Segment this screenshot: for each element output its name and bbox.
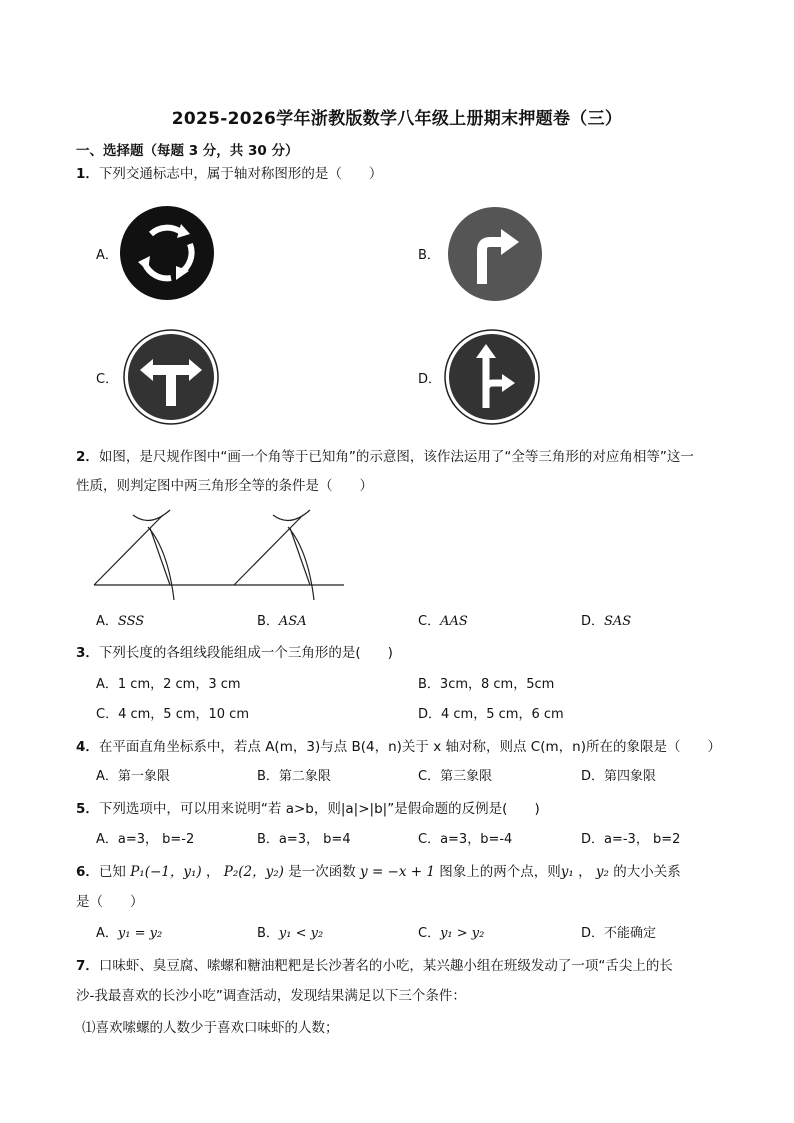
t-junction-sign-icon — [122, 328, 220, 426]
option-value: y₁ = y₂ — [117, 926, 163, 941]
point-p1: P₁(−1，y₁) — [130, 864, 202, 880]
option-value: ASA — [278, 614, 307, 629]
question-text-pre: 已知 — [98, 864, 126, 880]
option-value: SSS — [117, 614, 145, 629]
option-value: AAS — [440, 614, 468, 629]
question-text: 下列交通标志中，属于轴对称图形的是（ ） — [98, 166, 383, 182]
separator: ， — [578, 864, 592, 880]
option-value: y₁ < y₂ — [278, 926, 324, 941]
question-number: 4． — [76, 739, 99, 755]
point-p2: P₂(2，y₂) — [223, 864, 284, 880]
option-d: D．第四象限 — [581, 769, 657, 784]
option-label: B． — [257, 614, 279, 629]
separator: ， — [205, 864, 220, 880]
question-text-mid: 是一次函数 — [288, 864, 356, 880]
function-expression: y = −x + 1 — [360, 864, 435, 880]
option-label: B． — [257, 926, 279, 941]
option-b: B．a=3， b=4 — [257, 832, 351, 847]
question-7 — [76, 956, 673, 976]
var-y2: y₂ — [595, 864, 609, 880]
option-label: C． — [418, 926, 441, 941]
roundabout-sign-icon — [118, 204, 216, 302]
option-d: D．4 cm，5 cm，6 cm — [418, 707, 564, 722]
option-a: A．第一象限 — [96, 769, 170, 784]
question-2-line-2: 性质，则判定图中两三角形全等的条件是（ ） — [76, 478, 373, 494]
question-6 — [76, 862, 681, 882]
option-label-c: C． — [96, 372, 119, 387]
option-label-d: D． — [418, 372, 442, 387]
option-a: A．a=3， b=-2 — [96, 832, 195, 847]
option-label: A． — [96, 926, 118, 941]
question-number: 2． — [76, 449, 99, 465]
question-text: 在平面直角坐标系中，若点 A(m，3)与点 B(4，n)关于 x 轴对称，则点 C(m，n)所在的象限是（ ） — [98, 739, 721, 755]
option-b: B．3cm，8 cm，5cm — [418, 677, 555, 692]
option-c — [418, 924, 484, 944]
option-label: D． — [581, 614, 605, 629]
option-b — [257, 924, 323, 944]
question-number: 1． — [76, 166, 99, 182]
question-1 — [76, 164, 382, 184]
option-d — [581, 612, 631, 632]
option-value: SAS — [604, 614, 632, 629]
var-y1: y₁ — [560, 864, 574, 880]
question-text-end: 的大小关系 — [613, 864, 681, 880]
turn-right-sign-icon — [445, 206, 545, 302]
option-a: A．1 cm，2 cm，3 cm — [96, 677, 241, 692]
option-value: y₁ > y₂ — [440, 926, 485, 941]
option-a — [96, 924, 162, 944]
section-heading: 一、选择题（每题 3 分，共 30 分） — [76, 143, 299, 159]
question-number: 3． — [76, 645, 99, 661]
option-c — [418, 612, 468, 632]
page-title: 2025-2026学年浙教版数学八年级上册期末押题卷（三） — [171, 109, 623, 129]
question-text: 口味虾、臭豆腐、嗦螺和糖油粑粑是长沙著名的小吃，某兴趣小组在班级发动了一项“舌尖上的长 — [98, 958, 673, 974]
option-label-b: B． — [418, 248, 440, 263]
option-c: C．4 cm，5 cm，10 cm — [96, 707, 249, 722]
option-value: 不能确定 — [604, 926, 657, 941]
question-text: 下列选项中，可以用来说明“若 a>b，则|a|>|b|”是假命题的反例是( ) — [98, 801, 540, 817]
question-number: 7． — [76, 958, 99, 974]
question-7-line-2: 沙-我最喜欢的长沙小吃”调查活动，发现结果满足以下三个条件： — [76, 988, 466, 1004]
question-text-post: 图象上的两个点，则 — [439, 864, 561, 880]
option-a — [96, 612, 144, 632]
question-2 — [76, 447, 694, 467]
question-4 — [76, 737, 721, 757]
option-label: D． — [581, 926, 605, 941]
question-text: 下列长度的各组线段能组成一个三角形的是( ) — [98, 645, 393, 661]
angle-construction-diagram — [88, 500, 350, 605]
option-label: A． — [96, 614, 118, 629]
option-b — [257, 612, 307, 632]
question-text: 如图，是尺规作图中“画一个角等于已知角”的示意图，该作法运用了“全等三角形的对应角相等”这一 — [98, 449, 694, 465]
option-c: C．a=3，b=-4 — [418, 832, 513, 847]
option-d: D．a=-3， b=2 — [581, 832, 681, 847]
option-c: C．第三象限 — [418, 769, 493, 784]
question-3 — [76, 643, 393, 663]
option-b: B．第二象限 — [257, 769, 331, 784]
straight-or-right-sign-icon — [442, 328, 542, 426]
question-5 — [76, 799, 540, 819]
question-number: 5． — [76, 801, 99, 817]
option-label: C． — [418, 614, 441, 629]
option-d — [581, 924, 656, 944]
question-7-condition-1: ⑴喜欢嗦螺的人数少于喜欢口味虾的人数； — [82, 1020, 339, 1036]
question-6-line-2: 是（ ） — [76, 894, 144, 910]
option-label-a: A． — [96, 248, 118, 263]
question-number: 6． — [76, 864, 99, 880]
